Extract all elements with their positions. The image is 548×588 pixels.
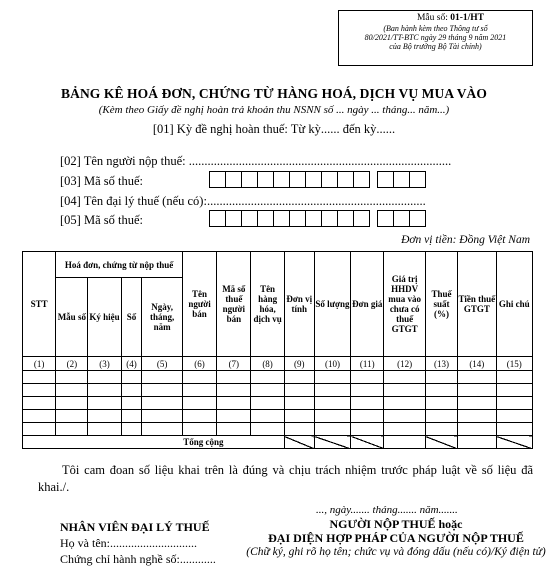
agent-tax-code-boxes[interactable] [210, 210, 426, 227]
col-invoice-group: Hoá đơn, chứng từ nộp thuế [56, 252, 183, 278]
col-seller-name: Tên người bán [182, 252, 216, 357]
agent-name-field[interactable]: Họ và tên:............................. [60, 536, 197, 550]
col-number-label: (5) [142, 357, 183, 371]
tax-code-label: [03] Mã số thuế: [60, 174, 143, 188]
document-title: BẢNG KÊ HOÁ ĐƠN, CHỨNG TỪ HÀNG HOÁ, DỊCH VỤ MUA VÀO [61, 86, 487, 101]
tax-code-boxes[interactable] [210, 171, 426, 188]
table-row[interactable] [23, 397, 533, 410]
hatched-cell [314, 436, 350, 449]
total-row [23, 436, 533, 449]
col-number-label: (15) [496, 357, 532, 371]
col-number-label: (12) [384, 357, 426, 371]
col-seller-tax-code: Mã số thuế người bán [217, 252, 251, 357]
agent-signature-block [60, 517, 216, 567]
commitment-statement: Tôi cam đoan số liệu khai trên là đúng và chịu trách nhiệm trước pháp luật về số liệu đã khai./. [38, 463, 533, 494]
col-stt: STT [23, 252, 56, 357]
taxpayer-signature-heading-1: NGƯỜI NỘP THUẾ hoặc [329, 517, 463, 531]
col-number-label: (11) [351, 357, 384, 371]
col-number-label: (1) [23, 357, 56, 371]
col-form-number: Mẫu số [56, 278, 88, 357]
invoice-table [22, 251, 533, 449]
col-number-label: (6) [182, 357, 216, 371]
hatched-cell [351, 436, 384, 449]
table-row[interactable] [23, 384, 533, 397]
col-number-label: (10) [314, 357, 350, 371]
agent-tax-code-label: [05] Mã số thuế: [60, 213, 143, 227]
col-value-before-vat: Giá trị HHDV mua vào chưa có thuế GTGT [384, 252, 426, 357]
hatched-cell [425, 436, 457, 449]
taxpayer-name-field[interactable]: [02] Tên người nộp thuế: .................................................................................... [60, 154, 452, 168]
taxpayer-signature-note: (Chữ ký, ghi rõ họ tên; chức vụ và đóng dấu (nếu có)/Ký điện tử) [246, 546, 546, 558]
col-number: Số [121, 278, 142, 357]
col-number-label: (4) [121, 357, 142, 371]
signing-date: ..., ngày....... tháng....... năm....... [316, 504, 458, 516]
col-number-label: (8) [251, 357, 284, 371]
col-number-label: (3) [88, 357, 121, 371]
form-issuance-note-3: của Bộ trưởng Bộ Tài chính) [389, 42, 482, 51]
form-code-value: 01-1/HT [450, 13, 484, 23]
currency-unit: Đơn vị tiền: Đồng Việt Nam [401, 234, 530, 246]
form-issuance-note-2: 80/2021/TT-BTC ngày 29 tháng 9 năm 2021 [364, 33, 507, 42]
table-row[interactable] [23, 423, 533, 436]
col-vat-amount: Tiền thuế GTGT [458, 252, 496, 357]
col-date: Ngày, tháng, năm [142, 278, 183, 357]
col-number-label: (7) [217, 357, 251, 371]
table-row[interactable] [23, 410, 533, 423]
taxpayer-signature-block [246, 517, 546, 559]
col-unit: Đơn vị tính [284, 252, 314, 357]
agent-certificate-field[interactable]: Chứng chỉ hành nghề số:............ [60, 552, 216, 566]
taxpayer-signature-heading-2: ĐẠI DIỆN HỢP PHÁP CỦA NGƯỜI NỘP THUẾ [268, 531, 524, 545]
total-label: Tổng cộng [23, 436, 285, 449]
document-subtitle: (Kèm theo Giấy đề nghị hoàn trả khoản thu NSNN số ... ngày ... tháng... năm...) [98, 104, 450, 116]
form-code-box [338, 10, 533, 66]
total-vat-cell[interactable] [458, 436, 496, 449]
col-number-label: (13) [425, 357, 457, 371]
col-notes: Ghi chú [496, 252, 532, 357]
col-number-label: (14) [458, 357, 496, 371]
form-code [339, 14, 532, 23]
total-value-cell[interactable] [384, 436, 426, 449]
column-number-row [23, 357, 533, 371]
form-issuance-note-1: (Ban hành kèm theo Thông tư số [383, 24, 488, 33]
agent-signature-heading: NHÂN VIÊN ĐẠI LÝ THUẾ [60, 520, 210, 534]
form-code-label: Mẫu số: [416, 13, 451, 23]
col-tax-rate: Thuế suất (%) [425, 252, 457, 357]
col-unit-price: Đơn giá [351, 252, 384, 357]
refund-period: [01] Kỳ đề nghị hoàn thuế: Từ kỳ...... đến kỳ...... [152, 122, 396, 136]
hatched-cell [284, 436, 314, 449]
tax-agent-name-field[interactable]: [04] Tên đại lý thuế (nếu có):...................................................................... [60, 194, 426, 208]
table-row[interactable] [23, 371, 533, 384]
col-number-label: (9) [284, 357, 314, 371]
col-quantity: Số lượng [314, 252, 350, 357]
col-number-label: (2) [56, 357, 88, 371]
hatched-cell [496, 436, 532, 449]
col-goods-name: Tên hàng hóa, dịch vụ [251, 252, 284, 357]
col-symbol: Ký hiệu [88, 278, 121, 357]
